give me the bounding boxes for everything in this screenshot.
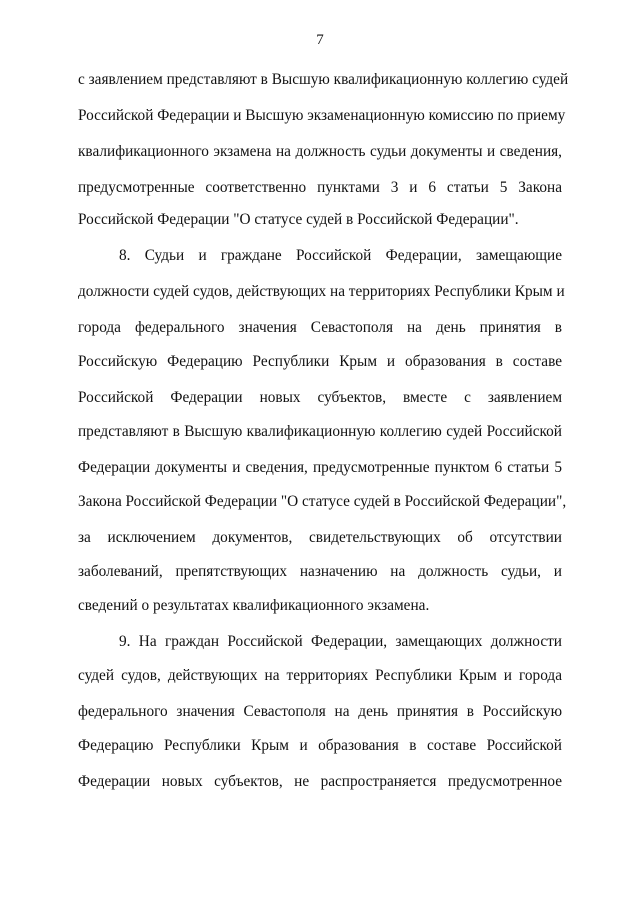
paragraph-3-line-3: федерального значения Севастополя на день принятия в Российскую bbox=[78, 703, 562, 720]
paragraph-1-line-5: Российской Федерации "О статусе судей в Российской Федерации". bbox=[78, 211, 519, 228]
paragraph-1-line-1: с заявлением представляют в Высшую квалификационную коллегию судей bbox=[78, 71, 569, 88]
paragraph-1-line-3: квалификационного экзамена на должность судьи документы и сведения, bbox=[78, 143, 562, 160]
paragraph-1-line-4: предусмотренные соответственно пунктами 3 и 6 статьи 5 Закона bbox=[78, 179, 562, 196]
page-number: 7 bbox=[316, 32, 324, 48]
paragraph-2-line-2: должности судей судов, действующих на территориях Республики Крым и bbox=[78, 283, 565, 300]
paragraph-2-line-10: заболеваний, препятствующих назначению на должность судьи, и bbox=[78, 563, 562, 580]
paragraph-3-line-2: судей судов, действующих на территориях Республики Крым и города bbox=[78, 667, 562, 684]
paragraph-3-line-4: Федерацию Республики Крым и образования в составе Российской bbox=[78, 737, 562, 754]
paragraph-2-line-6: представляют в Высшую квалификационную коллегию судей Российской bbox=[78, 423, 562, 440]
paragraph-1-line-2: Российской Федерации и Высшую экзаменационную комиссию по приему bbox=[78, 107, 566, 124]
paragraph-2-line-9: за исключением документов, свидетельствующих об отсутствии bbox=[78, 529, 562, 546]
paragraph-2-line-3: города федерального значения Севастополя на день принятия в bbox=[78, 319, 562, 336]
paragraph-3-line-1: 9. На граждан Российской Федерации, замещающих должности bbox=[119, 633, 562, 650]
paragraph-2-line-1: 8. Судьи и граждане Российской Федерации, замещающие bbox=[119, 247, 562, 264]
paragraph-2-line-8: Закона Российской Федерации "О статусе судей в Российской Федерации", bbox=[78, 493, 567, 510]
paragraph-2-line-11: сведений о результатах квалификационного экзамена. bbox=[78, 597, 430, 614]
paragraph-2-line-5: Российской Федерации новых субъектов, вместе с заявлением bbox=[78, 389, 562, 406]
paragraph-3-line-5: Федерации новых субъектов, не распространяется предусмотренное bbox=[78, 773, 562, 790]
paragraph-2-line-7: Федерации документы и сведения, предусмотренные пунктом 6 статьи 5 bbox=[78, 459, 562, 476]
paragraph-2-line-4: Российскую Федерацию Республики Крым и образования в составе bbox=[78, 353, 562, 370]
